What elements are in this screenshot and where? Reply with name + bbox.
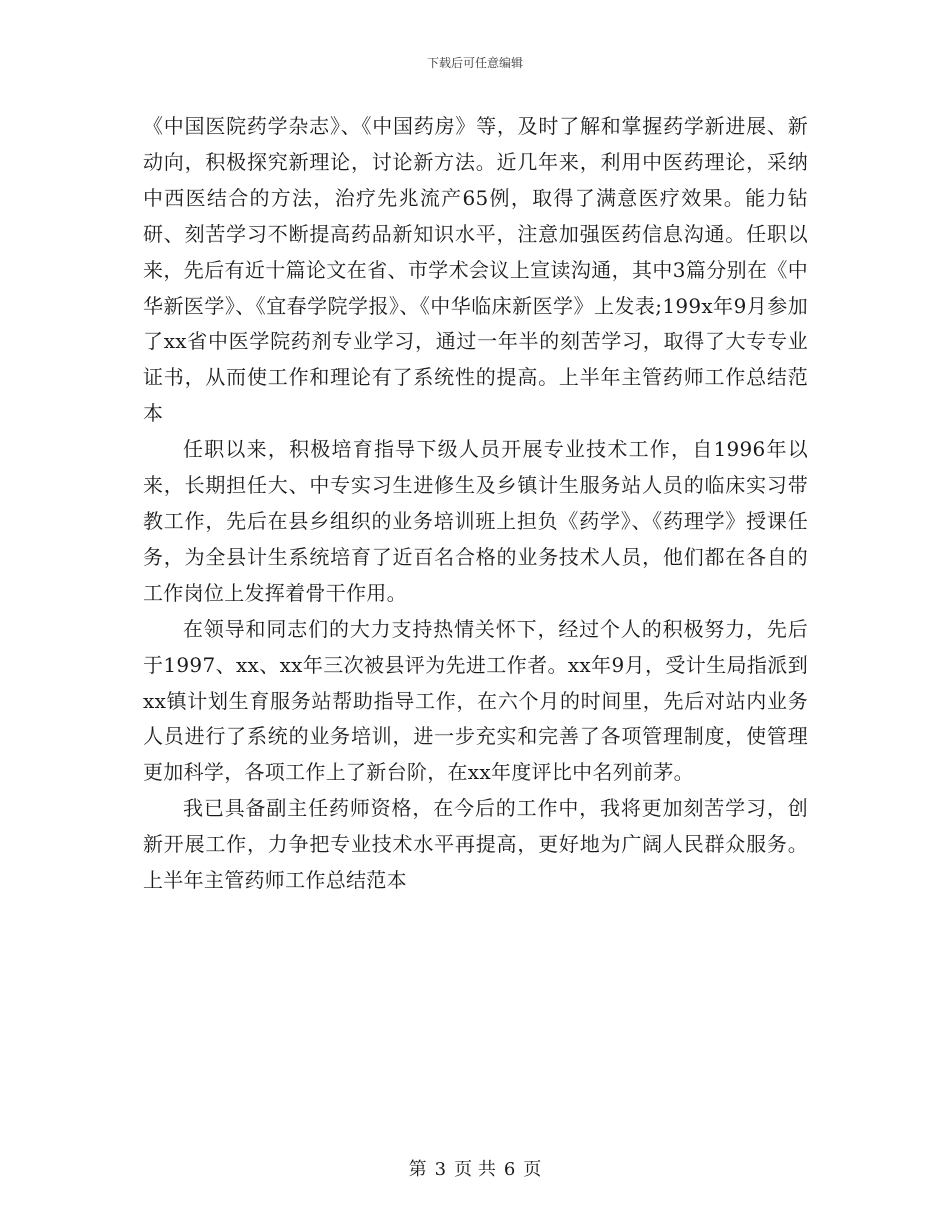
paragraph-2: 任职以来，积极培育指导下级人员开展专业技术工作，自1996年以来，长期担任大、中专实习生进修生及乡镇计生服务站人员的临床实习带教工作，先后在县乡组织的业务培训班上担负《药学》、《药理学》授课任务，为全县计生系统培育了近百名合格的业务技术人员，他们都在各自的工作岗位上发挥着骨干作用。 <box>143 437 808 605</box>
footer-total-pages: 6 <box>503 1159 516 1180</box>
paragraph-4: 我已具备副主任药师资格，在今后的工作中，我将更加刻苦学习，创新开展工作，力争把专业技术水平再提高，更好地为广阔人民群众服务。上半年主管药师工作总结范本 <box>143 796 808 893</box>
document-body <box>143 109 808 899</box>
page-footer <box>0 1155 950 1181</box>
footer-current-page: 3 <box>434 1159 447 1180</box>
paragraph-1: 《中国医院药学杂志》、《中国药房》等，及时了解和掌握药学新进展、新动向，积极探究新理论，讨论新方法。近几年来，利用中医药理论，采纳中西医结合的方法，治疗先兆流产65例，取得了满意医疗效果。能力钻研、刻苦学习不断提高药品新知识水平，注意加强医药信息沟通。任职以来，先后有近十篇论文在省、市学术会议上宣读沟通，其中3篇分别在《中华新医学》、《宜春学院学报》、《中华临床新医学》上发表;199x年9月参加了xx省中医学院药剂专业学习，通过一年半的刻苦学习，取得了大专专业证书，从而使工作和理论有了系统性的提高。上半年主管药师工作总结范本 <box>143 114 808 426</box>
footer-middle: 页 共 <box>454 1159 496 1180</box>
page-header: 下载后可任意编辑 <box>426 56 523 70</box>
footer-suffix: 页 <box>523 1159 542 1180</box>
paragraph-3: 在领导和同志们的大力支持热情关怀下，经过个人的积极努力，先后于1997、xx、xx年三次被县评为先进工作者。xx年9月，受计生局指派到xx镇计划生育服务站帮助指导工作，在六个月的时间里，先后对站内业务人员进行了系统的业务培训，进一步充实和完善了各项管理制度，使管理更加科学，各项工作上了新台阶，在xx年度评比中名列前茅。 <box>143 616 808 785</box>
footer-prefix: 第 <box>408 1159 427 1180</box>
